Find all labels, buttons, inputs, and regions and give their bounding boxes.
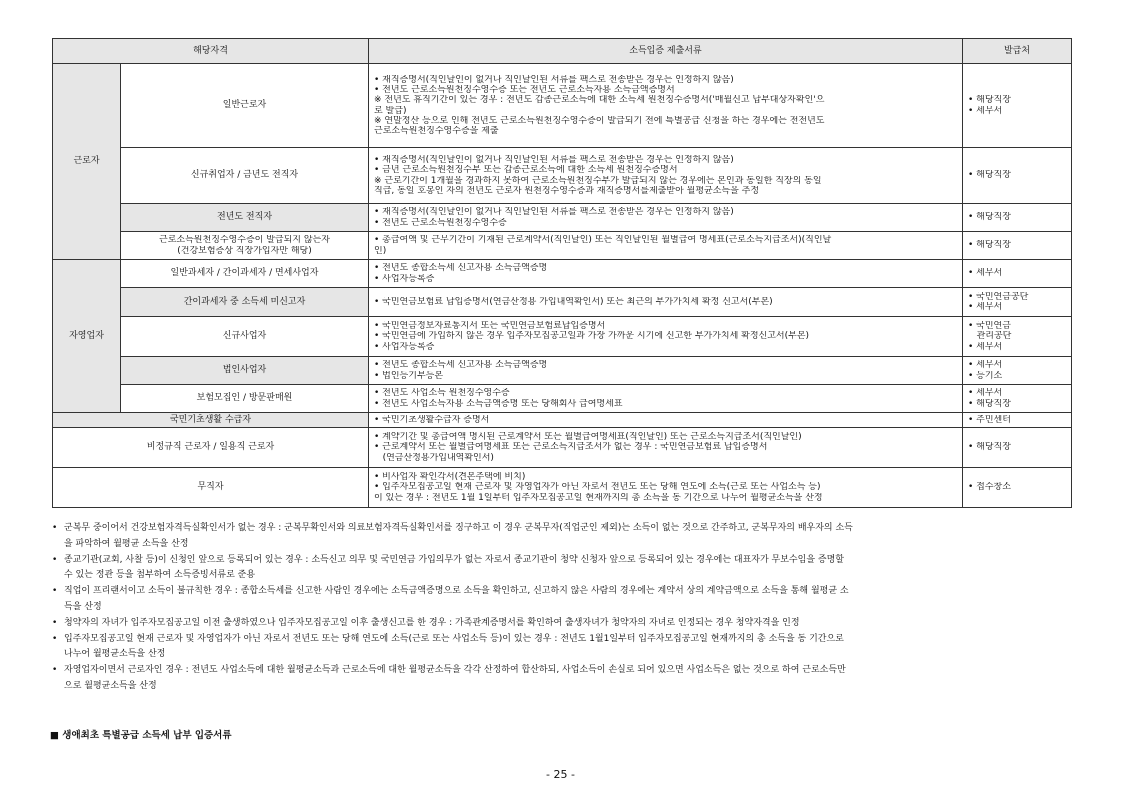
doc-line: • 전년도 근로소득원천징수영수증 또는 전년도 근로소득자용 소득금액증명서 <box>374 85 675 96</box>
note-text <box>64 663 1072 695</box>
note-text <box>64 553 1072 585</box>
header-qualification: 해당자격 <box>53 39 369 64</box>
documents-cell <box>369 260 963 288</box>
doc-line: ※ 연말정산 등으로 인해 전년도 근로소득원천징수영수증이 발급되기 전에 특별공급 신청을 하는 경우에는 전전년도 <box>374 115 825 126</box>
note-line: 으로 월평균소득을 산정 <box>64 680 157 691</box>
issuer-line: 관리공단 <box>968 331 1012 342</box>
section-title: ■ 생애최초 특별공급 소득세 납부 입증서류 <box>50 730 232 741</box>
doc-line: • 금년 근로소득원천징수부 또는 갑종근로소득에 대한 소득세 원천징수증명서 <box>374 165 678 176</box>
header-documents: 소득입증 제출서류 <box>369 39 963 64</box>
table-row <box>53 413 1072 428</box>
table-row <box>53 260 1072 288</box>
doc-line: 이 있는 경우 : 전년도 1월 1일부터 입주자모집공고일 현재까지의 총 소득을 동 기간으로 나누어 월평균소득을 산정 <box>374 492 823 503</box>
documents-cell <box>369 288 963 317</box>
doc-line: • 법인등기부등본 <box>374 370 444 381</box>
issuer-line: • 세무서 <box>968 302 1003 312</box>
doc-line: • 근로계약서 또는 월별급여명세표 또는 근로소득지급조서가 없는 경우 : 국민연금보험료 납입증명서 <box>374 442 768 453</box>
issuer-line: • 등기소 <box>968 370 1003 381</box>
note-item <box>52 663 1072 695</box>
doc-line: • 재직증명서(직인날인이 없거나 직인날인된 서류를 팩스로 전송받은 경우는 인정하지 않음) <box>374 74 734 85</box>
bullet: • <box>52 554 58 565</box>
doc-line: • 전년도 사업소득자용 소득금액증명 또는 당해회사 급여명세표 <box>374 398 623 409</box>
note-line: 득을 산정 <box>64 601 102 612</box>
table-row <box>53 468 1072 508</box>
header-issuer: 발급처 <box>963 39 1072 64</box>
label-line: 근로소득원천징수영수증이 발급되지 않는자 <box>159 235 330 246</box>
label-line: (건강보험증상 직장가입자만 해당) <box>177 245 312 256</box>
doc-line: • 입주자모집공고일 현재 근로자 및 자영업자가 아닌 자로서 전년도 또는 당해 연도에 소득(근로 또는 사업소득 등) <box>374 482 821 493</box>
qualification-cell: 일반과세자 / 간이과세자 / 면세사업자 <box>121 260 369 288</box>
issuer-cell <box>963 385 1072 413</box>
note-line: 군복무 중이어서 건강보험자격득실확인서가 없는 경우 : 군복무확인서와 의료보험자격득실확인서를 징구하고 이 경우 군복무자(직업군인 제외)는 소득이 없는 것으로 간주하고, 군복무자의 배우자의 소득 <box>64 523 853 533</box>
table-row <box>53 64 1072 148</box>
issuer-line: • 세무서 <box>968 105 1003 116</box>
category-self-employed: 자영업자 <box>53 260 121 413</box>
bullet: • <box>52 586 58 597</box>
issuer-cell <box>963 148 1072 204</box>
doc-line: • 계약기간 및 총급여액 명시된 근로계약서 또는 월별급여명세표(직인날인) 또는 근로소득지급조서(직인날인) <box>374 432 802 443</box>
documents-cell <box>369 413 963 428</box>
doc-line: • 재직증명서(직인날인이 없거나 직인날인된 서류를 팩스로 전송받은 경우는 인정하지 않음) <box>374 207 734 218</box>
note-line: 나누어 월평균소득을 산정 <box>64 649 166 660</box>
issuer-line: • 국민연금 <box>968 321 1011 332</box>
issuer-cell <box>963 428 1072 468</box>
doc-line: • 국민연금에 가입하지 않은 경우 입주자모집공고일과 가장 가까운 시기에 신고한 부가가치세 확정신고서(부본) <box>374 331 810 342</box>
note-item <box>52 632 1072 664</box>
qualification-cell: 신규사업자 <box>121 317 369 357</box>
doc-line: 로 발급) <box>374 105 407 116</box>
note-text <box>64 616 1072 632</box>
qualification-cell: 법인사업자 <box>121 357 369 385</box>
doc-line: 인) <box>374 245 387 256</box>
issuer-line: • 해당직장 <box>968 240 1011 251</box>
note-item <box>52 584 1072 616</box>
issuer-cell <box>963 468 1072 508</box>
note-line: 종교기관(교회, 사찰 등)이 신청인 앞으로 등록되어 있는 경우 : 소득신고 의무 및 국민연금 가입의무가 없는 자로서 종교기관이 청약 신청자 앞으로 등록되어 있는 경우에는 대표자가 무보수임을 증명할 <box>64 554 844 565</box>
qualification-cell: 신규취업자 / 금년도 전직자 <box>121 148 369 204</box>
doc-line: • 국민연금정보자료통지서 또는 국민연금보험료납입증명서 <box>374 321 606 332</box>
table-row <box>53 232 1072 260</box>
table-header-row <box>53 39 1072 64</box>
table-row <box>53 288 1072 317</box>
issuer-line: • 국민연금공단 <box>968 291 1029 302</box>
issuer-line: • 세무서 <box>968 341 1003 352</box>
table-row <box>53 317 1072 357</box>
documents-cell <box>369 204 963 232</box>
issuer-cell <box>963 232 1072 260</box>
doc-line: • 국민기초생활수급자 증명서 <box>374 414 490 425</box>
issuer-line: • 해당직장 <box>968 95 1011 106</box>
bullet: • <box>52 665 58 676</box>
doc-line: • 사업자등록증 <box>374 341 435 352</box>
qualification-cell: 간이과세자 중 소득세 미신고자 <box>121 288 369 317</box>
documents-cell <box>369 357 963 385</box>
issuer-cell <box>963 317 1072 357</box>
issuer-line: • 세무서 <box>968 268 1003 279</box>
bullet: • <box>52 617 58 628</box>
qualification-cell: 일반근로자 <box>121 64 369 148</box>
note-text <box>64 632 1072 664</box>
note-line: 직업이 프리랜서이고 소득이 불규칙한 경우 : 종합소득세를 신고한 사람인 경우에는 소득금액증명으로 소득을 확인하고, 신고하지 않은 사람의 경우에는 계약서 상의 계약금액으로 소득을 통해 월평균 소 <box>64 586 849 597</box>
note-line: 청약자의 자녀가 입주자모집공고일 이전 출생하였으나 입주자모집공고일 이후 출생신고를 한 경우 : 가족관계증명서를 확인하여 출생자녀가 청약자의 자녀로 인정되는 경우 청약자격을 인정 <box>64 617 800 628</box>
note-line: 을 파악하여 월평균 소득을 산정 <box>64 538 189 549</box>
doc-line: ※ 전년도 휴직기간이 있는 경우 : 전년도 갑종근로소득에 대한 소득세 원천징수증명서('매월신고 납부대상자확인'으 <box>374 95 825 106</box>
issuer-cell <box>963 260 1072 288</box>
issuer-line: • 세무서 <box>968 360 1003 371</box>
note-item <box>52 553 1072 585</box>
issuer-cell <box>963 413 1072 428</box>
issuer-line: • 해당직장 <box>968 442 1011 453</box>
note-line: 수 있는 정관 등을 첨부하여 소득증빙서류로 준용 <box>64 570 256 581</box>
doc-line: • 전년도 종합소득세 신고자용 소득금액증명 <box>374 263 548 274</box>
page-number: - 25 - <box>546 768 575 781</box>
qualification-cell: 보험모집인 / 방문판매원 <box>121 385 369 413</box>
note-line: 자영업자이면서 근로자인 경우 : 전년도 사업소득에 대한 월평균소득과 근로소득에 대한 월평균소득을 각각 산정하여 합산하되, 사업소득이 손실로 되어 있으면 사업소득은 없는 것으로 하여 근로소득만 <box>64 665 846 676</box>
qualification-cell: 국민기초생활 수급자 <box>53 413 369 428</box>
issuer-cell <box>963 288 1072 317</box>
doc-line: 근로소득원천징수영수증을 제출 <box>374 125 499 136</box>
table-row <box>53 428 1072 468</box>
doc-line: • 국민연금보험료 납입증명서(연금산정용 가입내역확인서) 또는 최근의 부가가치세 확정 신고서(부본) <box>374 296 773 307</box>
table-row <box>53 204 1072 232</box>
doc-line: • 전년도 근로소득원천징수영수증 <box>374 217 507 228</box>
doc-line: • 총급여액 및 근무기간이 기재된 근로계약서(직인날인) 또는 직인날인된 월별급여 명세표(근로소득지급조서)(직인날 <box>374 235 832 246</box>
issuer-cell <box>963 357 1072 385</box>
note-text <box>64 584 1072 616</box>
documents-cell <box>369 232 963 260</box>
documents-cell <box>369 148 963 204</box>
doc-line: • 전년도 사업소득 원천징수영수증 <box>374 388 510 399</box>
note-item <box>52 521 1072 553</box>
qualification-cell: 무직자 <box>53 468 369 508</box>
documents-cell <box>369 385 963 413</box>
issuer-line: • 해당직장 <box>968 398 1011 409</box>
income-documents-table <box>52 38 1072 508</box>
documents-cell <box>369 468 963 508</box>
qualification-cell: 전년도 전직자 <box>121 204 369 232</box>
note-item <box>52 616 1072 632</box>
bullet: • <box>52 523 58 533</box>
doc-line: • 전년도 종합소득세 신고자용 소득금액증명 <box>374 360 548 371</box>
doc-line: • 사업자등록증 <box>374 273 435 284</box>
qualification-cell <box>121 232 369 260</box>
documents-cell <box>369 428 963 468</box>
issuer-line: • 세무서 <box>968 388 1003 399</box>
table-row <box>53 385 1072 413</box>
qualification-cell: 비정규직 근로자 / 일용직 근로자 <box>53 428 369 468</box>
documents-cell <box>369 64 963 148</box>
bullet: • <box>52 633 58 644</box>
doc-line: 직급, 동일 호봉인 자의 전년도 근로자 원천징수영수증과 재직증명서를제출받아 월평균소득을 추정 <box>374 185 760 196</box>
category-worker: 근로자 <box>53 64 121 260</box>
doc-line: • 비사업자 확인각서(견본주택에 비치) <box>374 472 526 483</box>
table-row <box>53 357 1072 385</box>
note-line: 입주자모집공고일 현재 근로자 및 자영업자가 아닌 자로서 전년도 또는 당해 연도에 소득(근로 또는 사업소득 등)이 있는 경우 : 전년도 1월1일부터 입주자모집공고일 현재까지의 총 소득을 동 기간으로 <box>64 633 844 644</box>
issuer-line: • 해당직장 <box>968 212 1011 223</box>
documents-cell <box>369 317 963 357</box>
doc-line: ※ 근로기간이 1개월을 경과하지 못하여 근로소득원천징수부가 발급되지 않는 경우에는 본인과 동일한 직장의 동일 <box>374 175 822 186</box>
notes-list <box>52 521 1072 695</box>
issuer-line: • 접수창소 <box>968 482 1011 493</box>
issuer-line: • 해당직장 <box>968 170 1011 181</box>
doc-line: • 재직증명서(직인날인이 없거나 직인날인된 서류를 팩스로 전송받은 경우는 인정하지 않음) <box>374 155 734 166</box>
table-row <box>53 148 1072 204</box>
issuer-cell <box>963 64 1072 148</box>
issuer-cell <box>963 204 1072 232</box>
issuer-line: • 주민센터 <box>968 414 1011 425</box>
doc-line: (연금산정용가입내역확인서) <box>374 452 494 463</box>
note-text <box>64 521 1072 553</box>
